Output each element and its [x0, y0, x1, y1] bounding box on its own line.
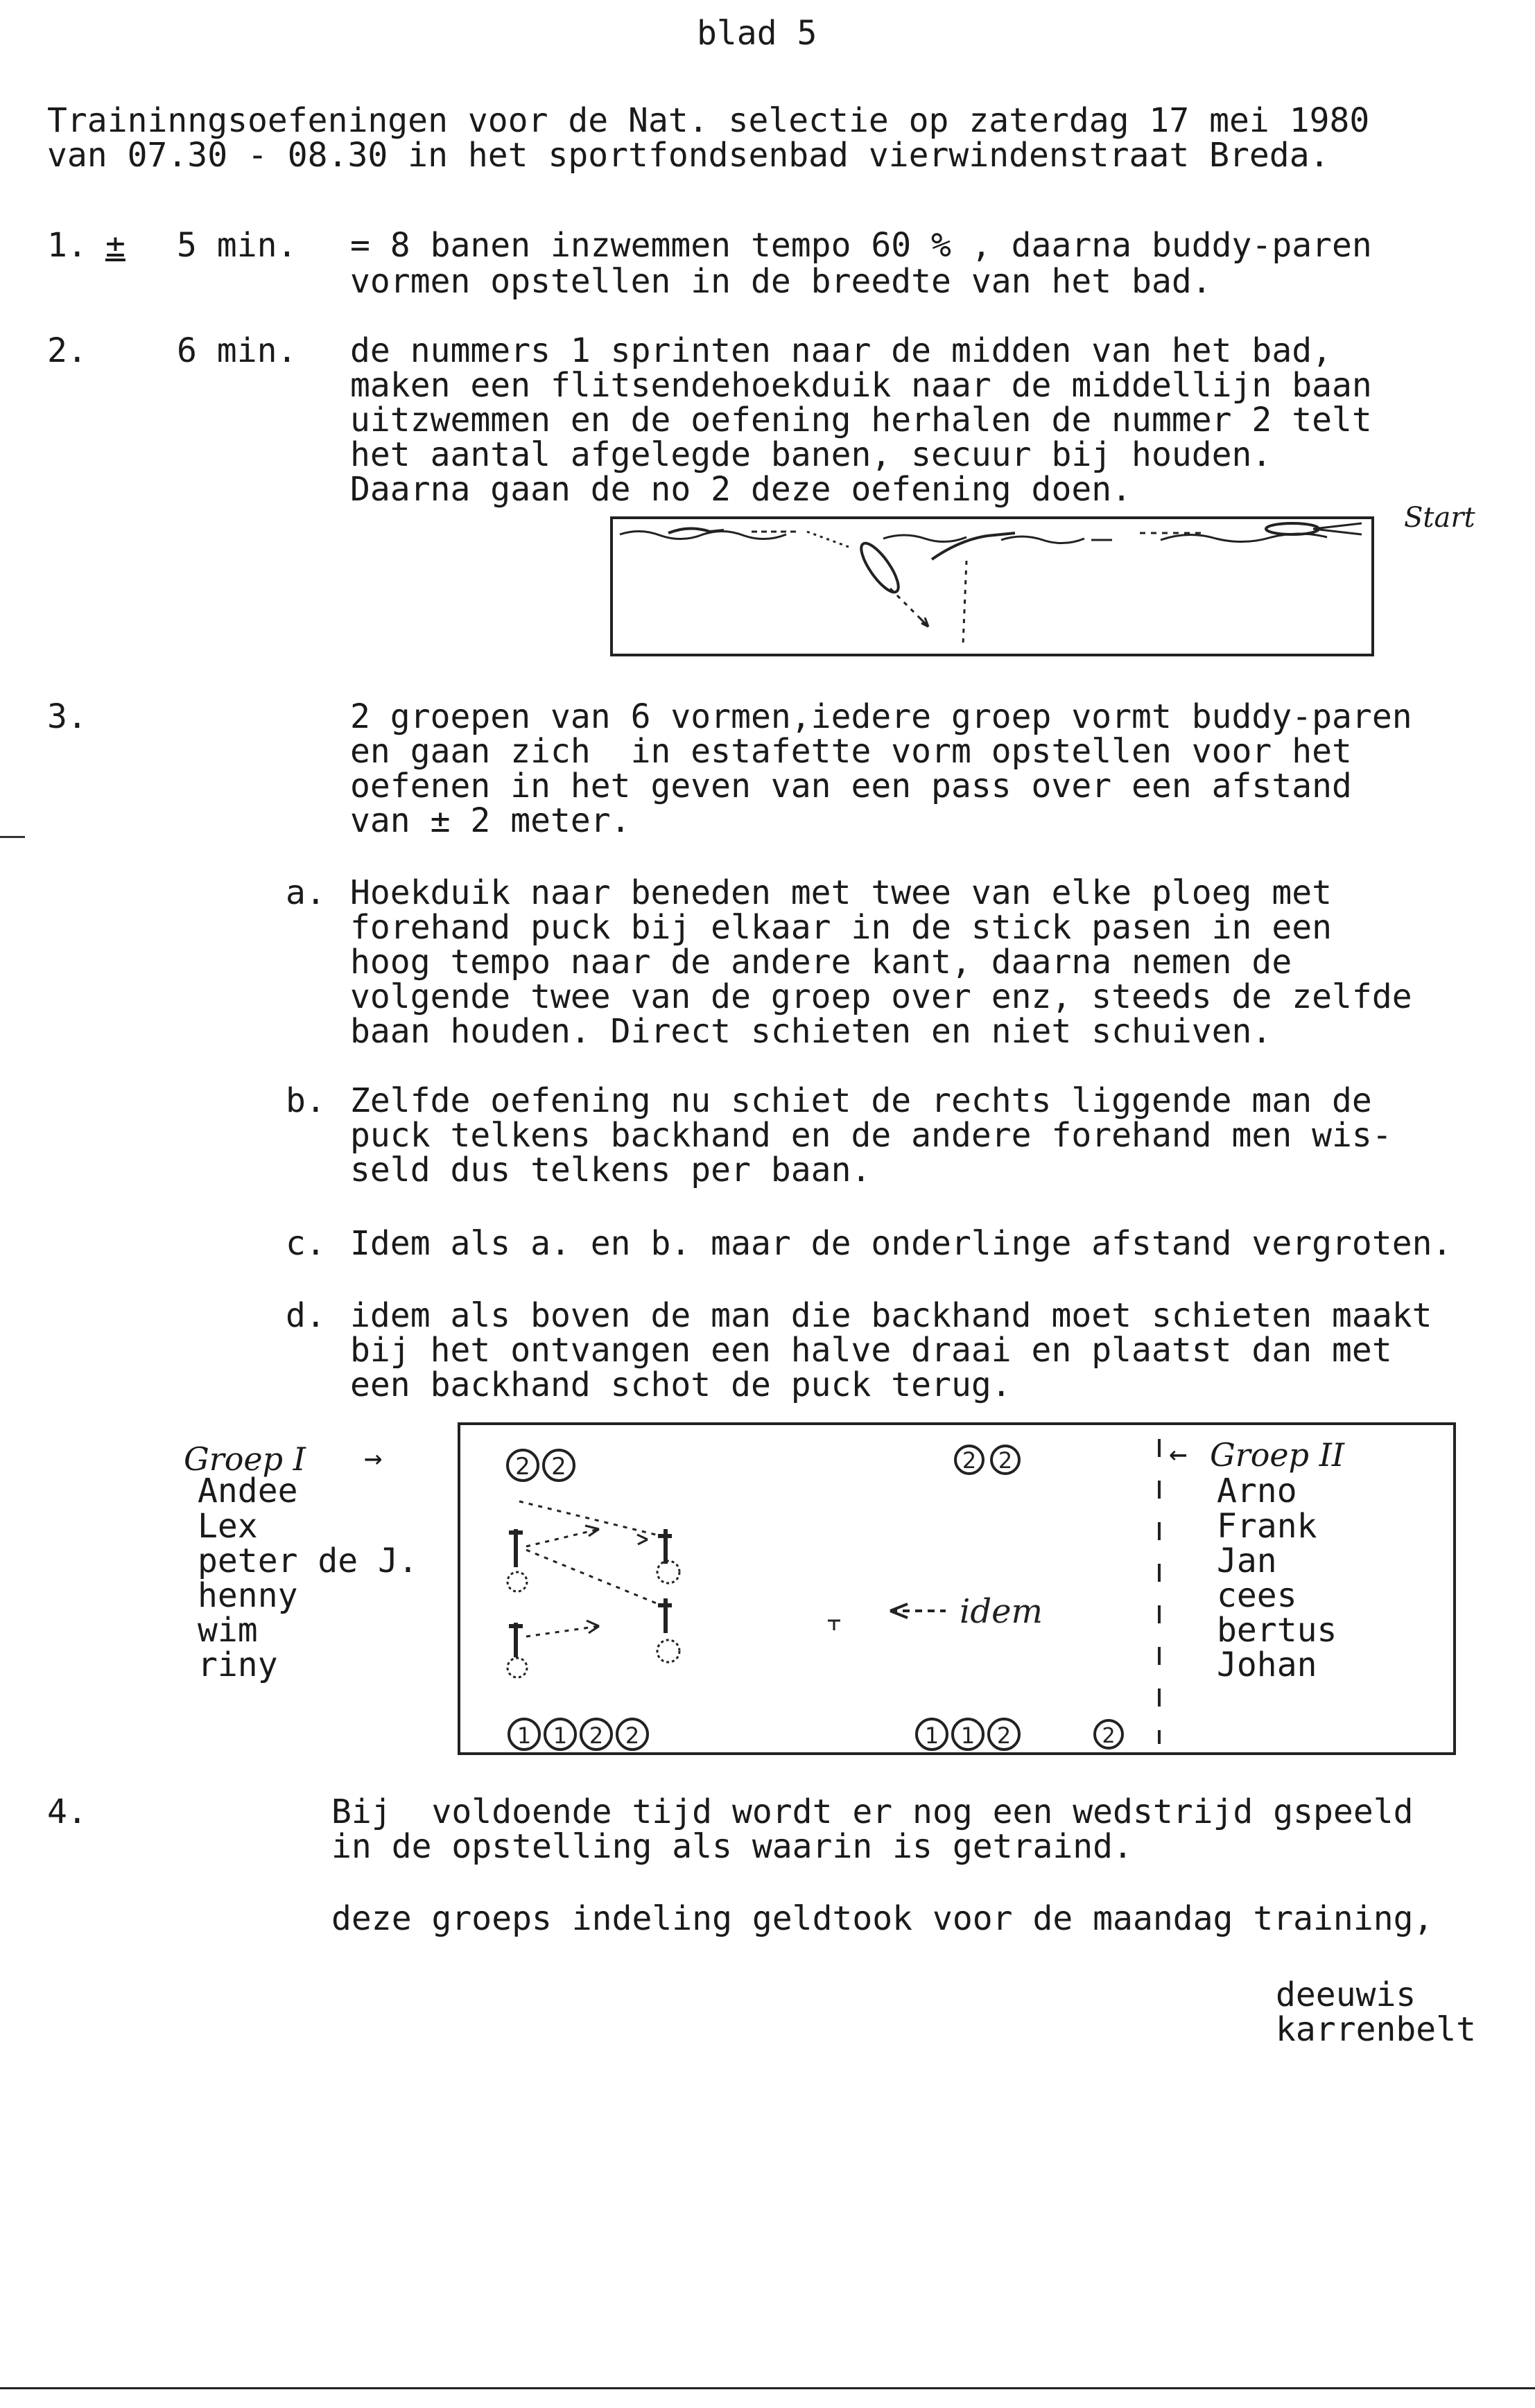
- item-3-line: oefenen in het geven van een pass over een afstand: [350, 767, 1352, 805]
- pool-start-label: Start: [1404, 502, 1475, 534]
- sub-a-line: forehand puck bij elkaar in de stick pasen in een: [350, 908, 1333, 947]
- item-2-line: het aantal afgelegde banen, secuur bij houden.: [350, 435, 1272, 474]
- sub-c-line: Idem als a. en b. maar de onderlinge afstand vergroten.: [350, 1224, 1452, 1263]
- sub-b-line: seld dus telkens per baan.: [350, 1151, 871, 1189]
- pool-diagram: [610, 516, 1374, 656]
- group-2-heading: Groep II: [1210, 1436, 1345, 1474]
- group-2-member: Arno: [1217, 1472, 1297, 1510]
- group-diagram-sketch: [460, 1425, 1459, 1758]
- margin-mark: [0, 836, 25, 838]
- item-2-line: Daarna gaan de no 2 deze oefening doen.: [350, 470, 1132, 509]
- diagram-marker: 1: [553, 1722, 568, 1749]
- diagram-marker: 2: [998, 1447, 1013, 1474]
- item-2-duration: 6 min.: [177, 331, 297, 370]
- page-label: blad 5: [697, 14, 817, 53]
- signature-line-2: karrenbelt: [1276, 2010, 1476, 2049]
- item-1-duration: 5 min.: [177, 226, 297, 265]
- sub-a-line: hoog tempo naar de andere kant, daarna nemen de: [350, 943, 1292, 981]
- item-2-number: 2.: [47, 331, 87, 370]
- item-3-number: 3.: [47, 697, 87, 736]
- sub-b-line: Zelfde oefening nu schiet de rechts liggende man de: [350, 1081, 1372, 1120]
- sub-a-line: volgende twee van de groep over enz, steeds de zelfde: [350, 977, 1412, 1016]
- diagram-marker: 1: [517, 1722, 532, 1749]
- sub-a-line: Hoekduik naar beneden met twee van elke ploeg met: [350, 873, 1333, 912]
- arrow-left-icon: ←: [1169, 1436, 1188, 1472]
- group-1-member: riny: [198, 1646, 278, 1684]
- sub-d-line: idem als boven de man die backhand moet schieten maakt: [350, 1296, 1432, 1335]
- sub-a-letter: a.: [286, 873, 326, 912]
- item-1-line: vormen opstellen in de breedte van het bad.: [350, 262, 1212, 301]
- arrow-right-icon: →: [364, 1440, 383, 1476]
- bottom-rule: [0, 2387, 1535, 2389]
- item-2-line: de nummers 1 sprinten naar de midden van het bad,: [350, 331, 1333, 370]
- diagram-marker: 2: [589, 1722, 604, 1749]
- group-1-member: peter de J.: [198, 1542, 418, 1580]
- group-1-member: henny: [198, 1576, 298, 1615]
- signature-line-1: deeuwis: [1276, 1975, 1416, 2014]
- group-2-member: bertus: [1217, 1611, 1337, 1650]
- sub-b-letter: b.: [286, 1081, 326, 1120]
- sub-c-letter: c.: [286, 1224, 326, 1263]
- item-4-line: Bij voldoende tijd wordt er nog een wedstrijd gspeeld: [331, 1792, 1414, 1831]
- diagram-idem-label: idem: [960, 1592, 1043, 1631]
- diagram-marker: 2: [1102, 1724, 1116, 1748]
- diagram-marker: 2: [625, 1722, 640, 1749]
- header-line-1: Traininngsoefeningen voor de Nat. selectie op zaterdag 17 mei 1980: [47, 101, 1370, 140]
- diagram-marker: 2: [515, 1453, 530, 1481]
- item-3-line: van ± 2 meter.: [350, 801, 631, 840]
- pool-diagram-sketch: [613, 519, 1377, 659]
- group-2-member: Frank: [1217, 1507, 1317, 1546]
- item-1-line: = 8 banen inzwemmen tempo 60 % , daarna buddy-paren: [350, 226, 1372, 265]
- sub-d-line: een backhand schot de puck terug.: [350, 1366, 1012, 1404]
- item-4-note: deze groeps indeling geldtook voor de maandag training,: [331, 1899, 1434, 1938]
- group-2-member: Jan: [1217, 1542, 1277, 1580]
- item-2-line: maken een flitsendehoekduik naar de middellijn baan: [350, 366, 1372, 405]
- group-1-member: wim: [198, 1611, 258, 1650]
- diagram-marker: 1: [960, 1722, 975, 1749]
- item-3-line: en gaan zich in estafette vorm opstellen voor het: [350, 732, 1352, 771]
- item-1-prefix: ±: [105, 226, 125, 265]
- header-line-2: van 07.30 - 08.30 in het sportfondsenbad vierwindenstraat Breda.: [47, 136, 1330, 175]
- item-1-number: 1.: [47, 226, 87, 265]
- group-2-member: Johan: [1217, 1646, 1317, 1684]
- sub-b-line: puck telkens backhand en de andere forehand men wis-: [350, 1116, 1392, 1155]
- group-2-member: cees: [1217, 1576, 1297, 1615]
- item-4-number: 4.: [47, 1792, 87, 1831]
- group-1-member: Lex: [198, 1507, 258, 1546]
- item-4-line: in de opstelling als waarin is getraind.: [331, 1827, 1133, 1866]
- diagram-marker: 1: [924, 1722, 939, 1749]
- sub-d-letter: d.: [286, 1296, 326, 1335]
- group-1-member: Andee: [198, 1472, 298, 1510]
- diagram-marker: 2: [962, 1447, 977, 1474]
- sub-d-line: bij het ontvangen een halve draai en plaatst dan met: [350, 1331, 1392, 1370]
- diagram-marker: 2: [996, 1722, 1012, 1749]
- item-2-line: uitzwemmen en de oefening herhalen de nummer 2 telt: [350, 401, 1372, 439]
- diagram-marker: 2: [551, 1453, 566, 1481]
- item-3-line: 2 groepen van 6 vormen,iedere groep vormt buddy-paren: [350, 697, 1412, 736]
- group-1-heading: Groep I: [184, 1440, 306, 1478]
- sub-a-line: baan houden. Direct schieten en niet schuiven.: [350, 1012, 1272, 1051]
